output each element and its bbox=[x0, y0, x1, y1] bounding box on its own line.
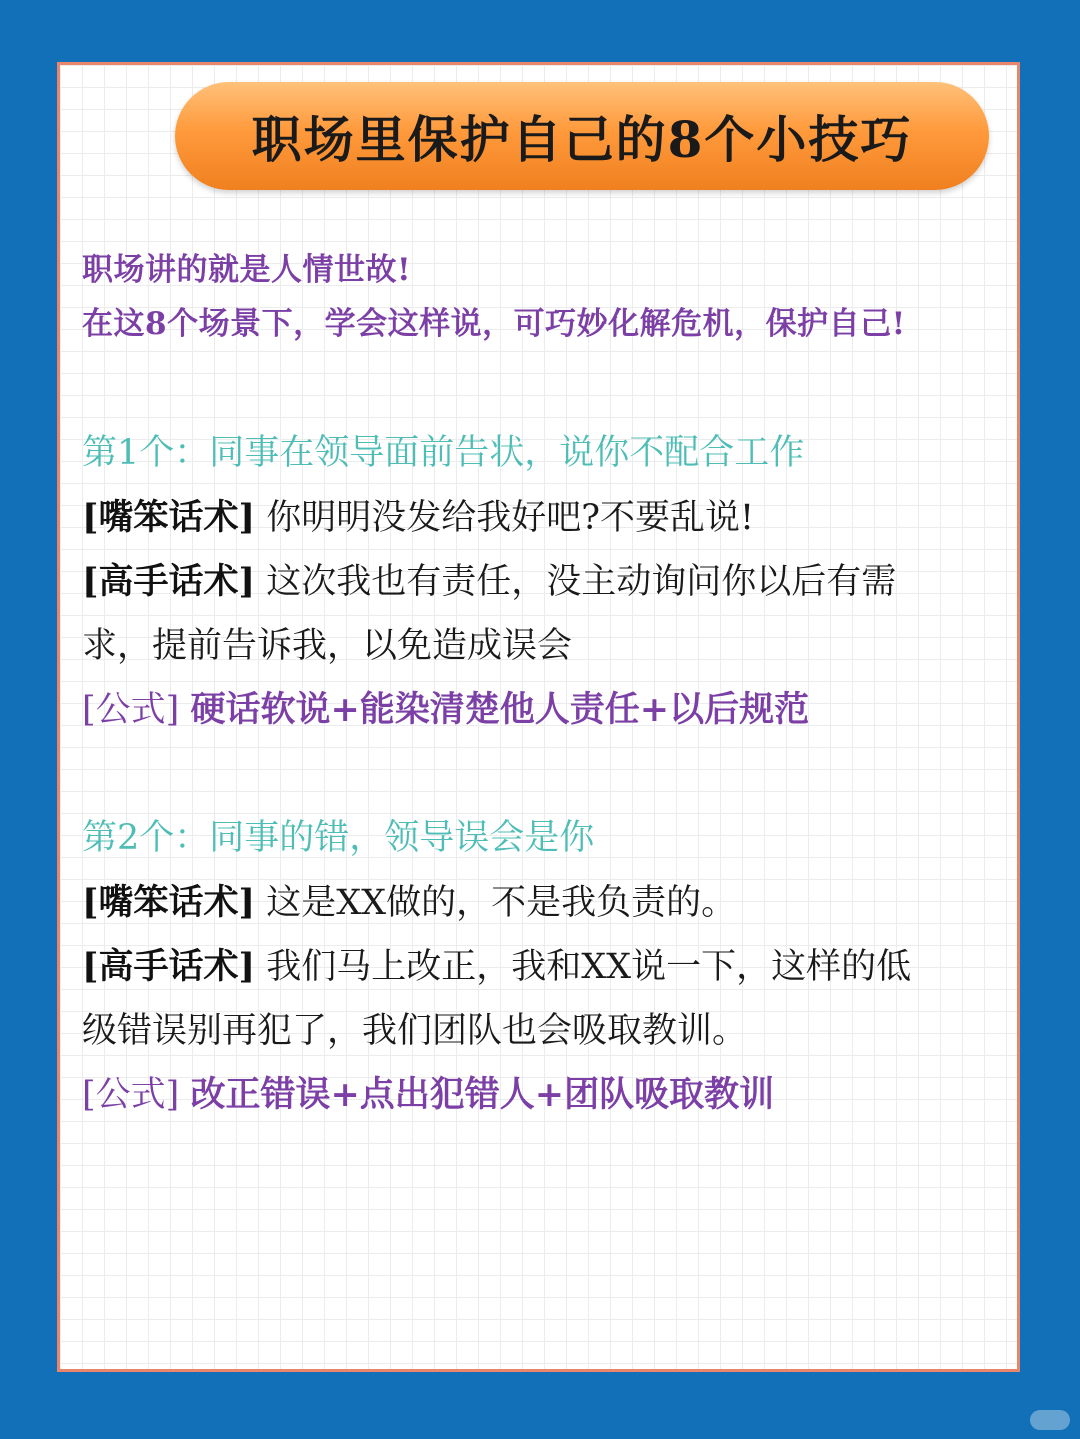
tip-1-heading: 第1个：同事在领导面前告状，说你不配合工作 bbox=[82, 433, 805, 473]
tip-1-clumsy bbox=[82, 490, 754, 540]
expert-label: [高手话术] bbox=[82, 946, 256, 987]
watermark-logo bbox=[1030, 1410, 1070, 1430]
formula-label: [公式] bbox=[82, 1075, 180, 1115]
formula-label: [公式] bbox=[82, 690, 180, 730]
formula-text: 改正错误+点出犯错人+团队吸取教训 bbox=[190, 1074, 775, 1115]
formula-text: 硬话软说+能染清楚他人责任+以后规范 bbox=[190, 689, 810, 730]
tip-2-expert bbox=[82, 939, 911, 989]
intro-line-2: 在这8个场景下，学会这样说，可巧妙化解危机，保护自己! bbox=[82, 306, 906, 342]
title-banner bbox=[175, 82, 989, 190]
clumsy-label: [嘴笨话术] bbox=[82, 497, 256, 538]
clumsy-text: 这是XX做的，不是我负责的。 bbox=[266, 883, 737, 923]
tip-1-expert-cont: 求，提前告诉我，以免造成误会 bbox=[82, 626, 573, 666]
clumsy-label: [嘴笨话术] bbox=[82, 882, 256, 923]
tip-2-expert-cont: 级错误别再犯了，我们团队也会吸取教训。 bbox=[82, 1011, 748, 1051]
tip-2-clumsy bbox=[82, 875, 736, 925]
tip-1-formula bbox=[82, 682, 809, 732]
expert-text-line-1: 我们马上改正，我和XX说一下，这样的低 bbox=[266, 947, 912, 987]
expert-text-line-1: 这次我也有责任，没主动询问你以后有需 bbox=[266, 562, 897, 602]
intro-line-1: 职场讲的就是人情世故! bbox=[82, 252, 412, 288]
expert-label: [高手话术] bbox=[82, 561, 256, 602]
tip-2-formula bbox=[82, 1067, 774, 1117]
tip-2-heading: 第2个：同事的错，领导误会是你 bbox=[82, 818, 595, 858]
page-title: 职场里保护自己的8个小技巧 bbox=[251, 110, 913, 169]
clumsy-text: 你明明没发给我好吧?不要乱说! bbox=[266, 498, 755, 538]
tip-1-expert bbox=[82, 554, 896, 604]
